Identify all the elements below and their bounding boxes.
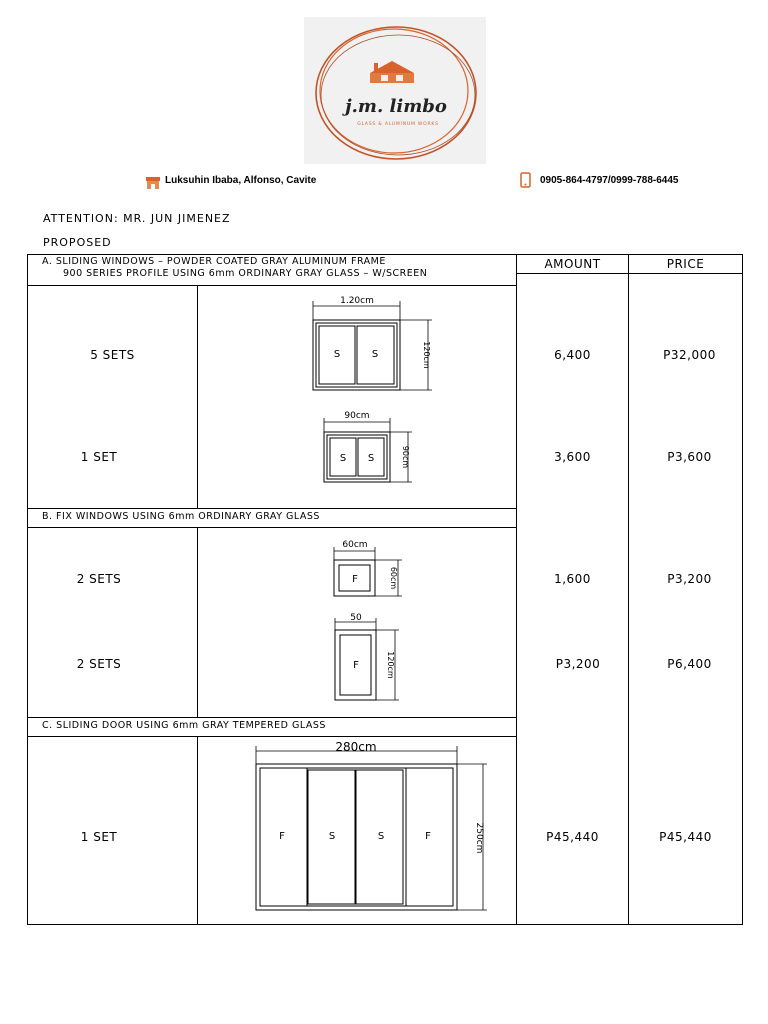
svg-text:S: S: [367, 453, 375, 464]
svg-text:S: S: [328, 831, 336, 842]
section-a-title: A. SLIDING WINDOWS – POWDER COATED GRAY ALUMINUM FRAME: [42, 256, 386, 267]
svg-text:F: F: [425, 831, 431, 842]
svg-text:S: S: [377, 831, 385, 842]
row-3-amount: 1,600: [554, 572, 591, 586]
row-3-window-drawing: [325, 538, 415, 602]
svg-text:280cm: 280cm: [335, 740, 377, 754]
phone-icon: [520, 172, 532, 188]
row-1-window-drawing: [300, 294, 440, 398]
svg-text:90cm: 90cm: [344, 411, 370, 421]
row-1-amount: 6,400: [554, 348, 591, 362]
row-3-qty: 2 SETS: [76, 572, 122, 586]
row-4-qty: 2 SETS: [76, 657, 122, 671]
company-logo: [304, 17, 486, 164]
svg-text:F: F: [352, 574, 358, 585]
svg-text:S: S: [371, 349, 379, 360]
store-icon: [146, 174, 160, 186]
svg-text:90cm: 90cm: [401, 445, 410, 469]
row-4-price: P6,400: [667, 657, 712, 671]
row-4-amount: P3,200: [555, 657, 601, 671]
row-2-qty: 1 SET: [80, 450, 118, 464]
row-5-door-drawing: [250, 738, 495, 916]
svg-text:S: S: [333, 349, 341, 360]
row-5-amount: P45,440: [546, 830, 599, 844]
row-2-amount: 3,600: [554, 450, 591, 464]
svg-text:j.m. limbo: j.m. limbo: [345, 96, 447, 117]
svg-text:60cm: 60cm: [389, 566, 398, 590]
section-a-subtitle: 900 SERIES PROFILE USING 6mm ORDINARY GRAY GLASS – W/SCREEN: [63, 268, 428, 279]
row-5-qty: 1 SET: [80, 830, 118, 844]
row-1-price: P32,000: [663, 348, 716, 362]
svg-text:F: F: [279, 831, 285, 842]
row-4-window-drawing: [325, 610, 415, 706]
row-3-price: P3,200: [667, 572, 712, 586]
row-2-price: P3,600: [667, 450, 712, 464]
house-icon: [370, 61, 414, 83]
svg-text:120cm: 120cm: [422, 341, 431, 369]
svg-text:120cm: 120cm: [386, 651, 395, 679]
svg-text:250cm: 250cm: [474, 822, 484, 854]
section-c-title: C. SLIDING DOOR USING 6mm GRAY TEMPERED GLASS: [42, 720, 326, 731]
attention-line: ATTENTION: MR. JUN JIMENEZ: [43, 212, 231, 225]
address: Luksuhin Ibaba, Alfonso, Cavite: [165, 175, 317, 186]
svg-text:GLASS & ALUMINUM WORKS: GLASS & ALUMINUM WORKS: [357, 122, 439, 127]
proposed-label: PROPOSED: [43, 236, 112, 249]
phone-number: 0905-864-4797/0999-788-6445: [540, 175, 679, 186]
svg-text:S: S: [339, 453, 347, 464]
svg-text:F: F: [353, 660, 359, 671]
svg-text:1.20cm: 1.20cm: [340, 296, 374, 306]
section-b-title: B. FIX WINDOWS USING 6mm ORDINARY GRAY GLASS: [42, 511, 320, 522]
svg-text:50: 50: [350, 613, 362, 623]
row-1-qty: 5 SETS: [90, 348, 135, 362]
amount-header: AMOUNT: [544, 257, 601, 271]
price-header: PRICE: [666, 257, 705, 271]
row-2-window-drawing: [315, 408, 415, 488]
svg-text:60cm: 60cm: [342, 540, 368, 550]
row-5-price: P45,440: [659, 830, 712, 844]
